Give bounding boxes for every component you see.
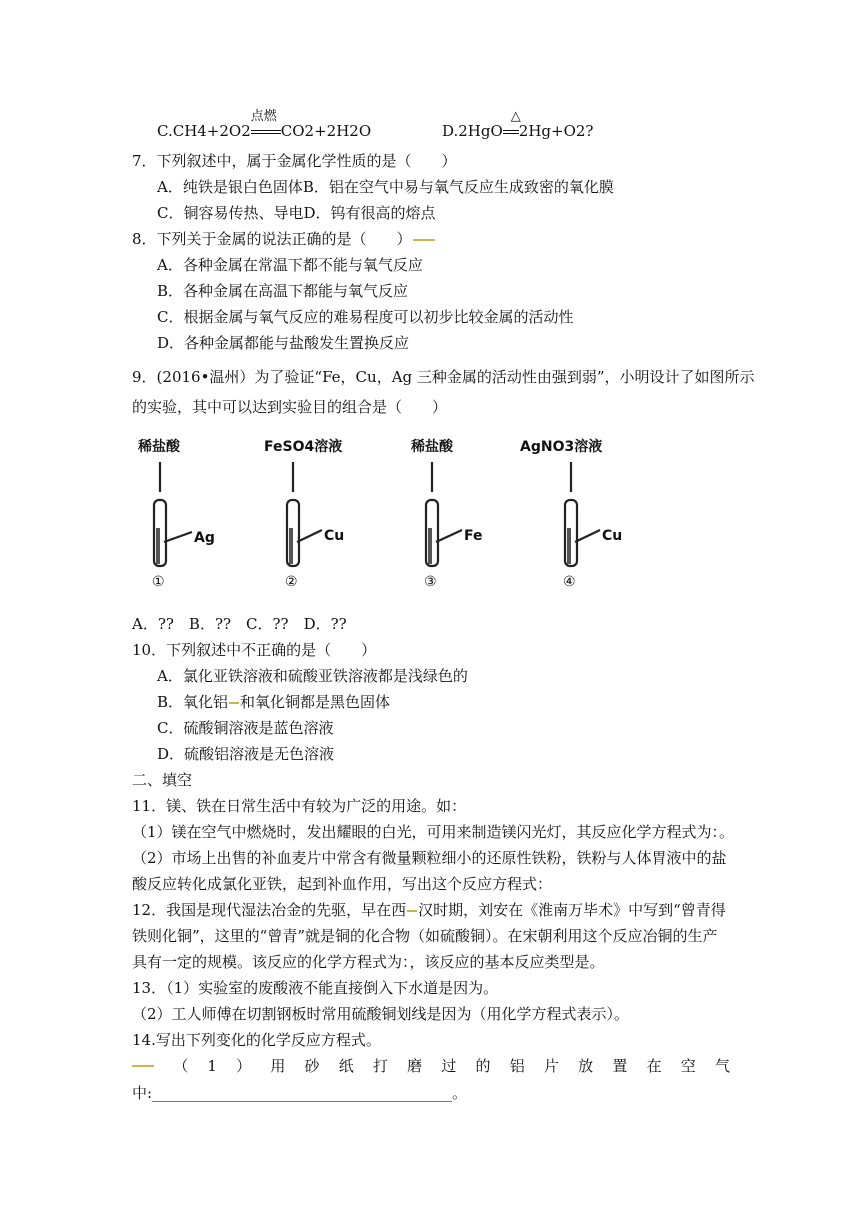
tube-2-reagent: FeSO4溶液 bbox=[264, 439, 343, 455]
q10-option-c: C．硫酸铜溶液是蓝色溶液 bbox=[157, 719, 334, 737]
tube-4-number: ④ bbox=[563, 574, 576, 590]
tube-4-reagent: AgNO3溶液 bbox=[520, 439, 603, 455]
q14-part-1-blank[interactable]: 中:________________________________________。 bbox=[132, 1084, 468, 1102]
question-7: 7．下列叙述中，属于金属化学性质的是（ ） bbox=[132, 152, 457, 170]
tube-2-metal: Cu bbox=[324, 528, 345, 544]
experiment-figure bbox=[130, 432, 650, 602]
equation-left: C.CH4+2O2 bbox=[157, 122, 251, 140]
q11-part-1: （1）镁在空气中燃烧时，发出耀眼的白光，可用来制造镁闪光灯，其反应化学方程式为：。 bbox=[132, 823, 735, 841]
tube-2-number: ② bbox=[285, 574, 298, 590]
equation-right: 2Hg+O2? bbox=[518, 122, 594, 140]
tube-1-reagent: 稀盐酸 bbox=[138, 439, 180, 455]
q10-option-a: A．氯化亚铁溶液和硫酸亚铁溶液都是浅绿色的 bbox=[157, 667, 468, 685]
q8-option-b: B．各种金属在高温下都能与氧气反应 bbox=[157, 282, 409, 300]
section-fill-in: 二、填空 bbox=[132, 771, 193, 789]
question-9: 9．(2016•温州）为了验证“Fe，Cu，Ag 三种金属的活动性由强到弱”，小明设计了如图所示 bbox=[132, 368, 755, 386]
equation-right: CO2+2H2O bbox=[280, 122, 372, 140]
q10-option-d: D．硫酸铝溶液是无色溶液 bbox=[157, 745, 335, 763]
q8-option-a: A．各种金属在常温下都不能与氧气反应 bbox=[157, 256, 423, 274]
q11-part-2-cont: 酸反应转化成氯化亚铁，起到补血作用，写出这个反应方程式： bbox=[132, 875, 553, 893]
q8-option-c: C．根据金属与氧气反应的难易程度可以初步比较金属的活动性 bbox=[157, 308, 574, 326]
q13-part-2: （2）工人师傅在切割钢板时常用硫酸铜划线是因为（用化学方程式表示）。 bbox=[132, 1005, 630, 1023]
tube-1-number: ① bbox=[152, 574, 165, 590]
question-12-cont2: 具有一定的规模。该反应的化学方程式为：，该反应的基本反应类型是。 bbox=[132, 953, 605, 971]
question-13: 13．（1）实验室的废酸液不能直接倒入下水道是因为。 bbox=[132, 979, 499, 997]
q7-option-ab: A．纯铁是银白色固体B．铝在空气中易与氧气反应生成致密的氧化膜 bbox=[157, 178, 614, 196]
question-9-cont: 的实验，其中可以达到实验目的组合是（ ） bbox=[132, 398, 448, 416]
condition-label: △ bbox=[510, 109, 521, 124]
reaction-condition bbox=[503, 109, 521, 141]
q9-options: A．?? B．?? C．?? D．?? bbox=[132, 615, 347, 633]
reaction-condition bbox=[250, 109, 281, 141]
question-14: 14.写出下列变化的化学反应方程式。 bbox=[132, 1031, 381, 1049]
q10-option-b: B．氧化铝 和氧化铜都是黑色固体 bbox=[157, 693, 391, 711]
option-c-equation bbox=[157, 109, 372, 141]
q14-part-1: （ 1 ） 用 砂 纸 打 磨 过 的 铝 片 放 置 在 空 气 bbox=[132, 1056, 730, 1076]
equation-left: D.2HgO bbox=[442, 122, 503, 140]
tube-3-number: ③ bbox=[424, 574, 437, 590]
q7-option-cd: C．铜容易传热、导电D．钨有很高的熔点 bbox=[157, 204, 436, 222]
tube-3-metal: Fe bbox=[464, 528, 483, 544]
condition-label: 点燃 bbox=[250, 109, 277, 124]
q11-part-2: （2）市场上出售的补血麦片中常含有微量颗粒细小的还原性铁粉，铁粉与人体胃液中的盐 bbox=[132, 849, 727, 867]
tube-1-metal: Ag bbox=[194, 530, 215, 546]
question-8: 8．下列关于金属的说法正确的是（ ） bbox=[132, 229, 436, 249]
question-12: 12．我国是现代湿法冶金的先驱，早在西 汉时期，刘安在《淮南万毕术》中写到“曾青得 bbox=[132, 901, 726, 919]
option-d-equation bbox=[442, 109, 594, 141]
question-11: 11．镁、铁在日常生活中有较为广泛的用途。如： bbox=[132, 797, 467, 815]
q8-option-d: D．各种金属都能与盐酸发生置换反应 bbox=[157, 334, 410, 352]
question-12-cont: 铁则化铜”，这里的“曾青”就是铜的化合物（如硫酸铜）。在宋朝利用这个反应冶铜的生产 bbox=[132, 927, 718, 945]
question-10: 10．下列叙述中不正确的是（ ） bbox=[132, 641, 377, 659]
tube-3-reagent: 稀盐酸 bbox=[411, 439, 453, 455]
tube-4-metal: Cu bbox=[602, 528, 623, 544]
